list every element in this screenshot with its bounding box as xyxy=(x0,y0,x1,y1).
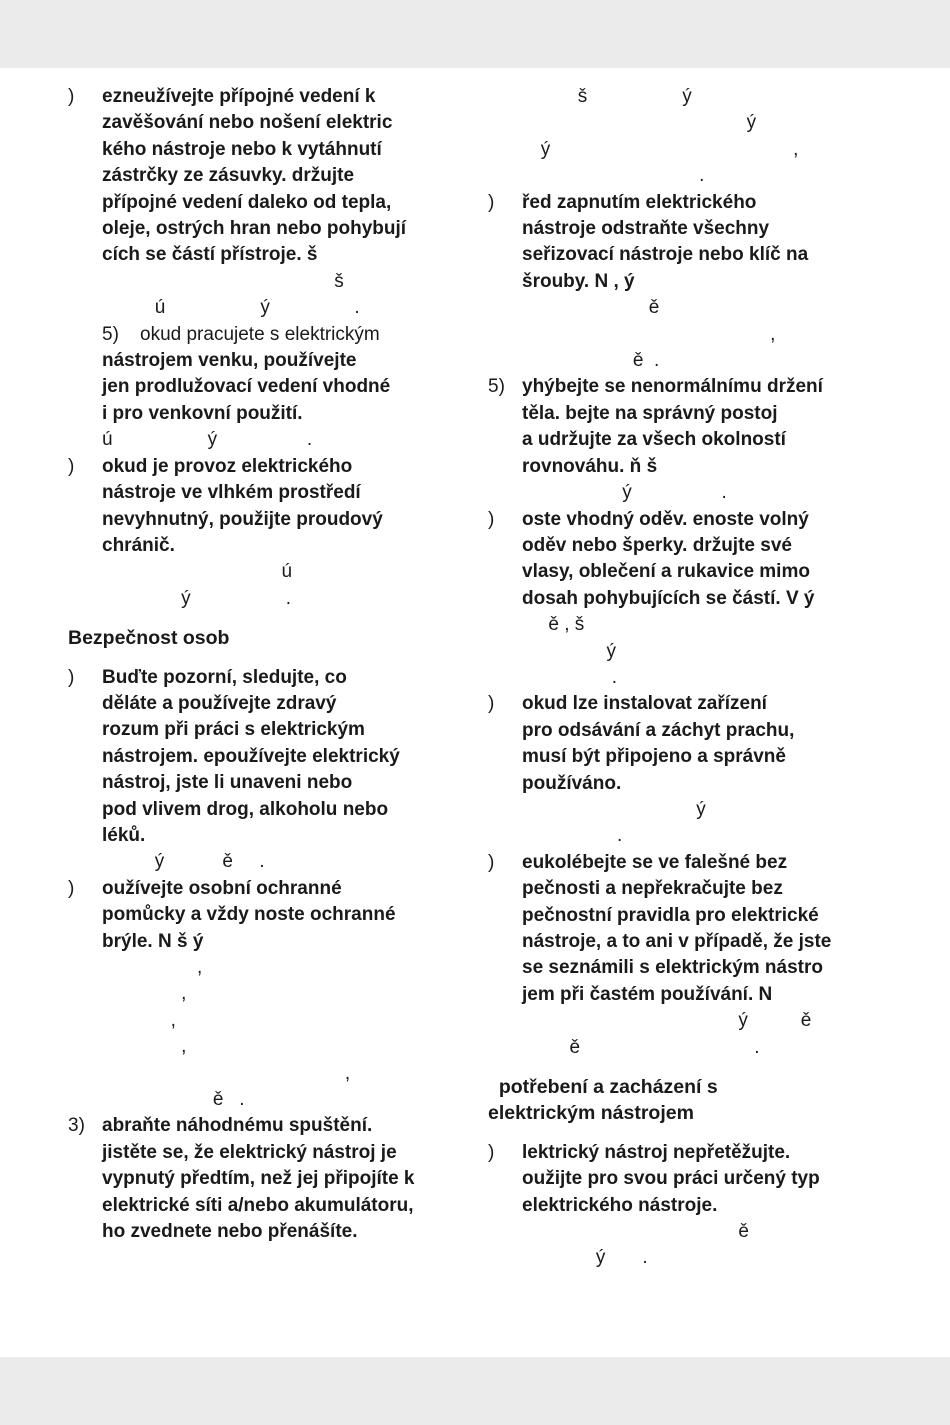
instruction-bold-line: oste vhodný oděv. enoste volný xyxy=(522,508,809,530)
item-marker: 3) xyxy=(68,1115,85,1137)
instruction-bold-line: i pro venkovní použití. xyxy=(102,402,303,424)
safety-instruction-item xyxy=(488,691,898,849)
instruction-bold-line: elektrického nástroje. xyxy=(522,1194,718,1216)
instruction-fragment-line: ě . xyxy=(102,1089,245,1111)
instruction-bold-line: dosah pohybujících se částí. V ý xyxy=(522,587,815,609)
instruction-bold-line: rovnováhu. ň š xyxy=(522,455,658,477)
item-marker: ) xyxy=(488,1141,495,1163)
instruction-bold-line: brýle. N š ý xyxy=(102,930,204,952)
instruction-bold-line: ho zvednete nebo přenášíte. xyxy=(102,1221,358,1243)
instruction-bold-line: nástroje, a to ani v případě, že jste xyxy=(522,931,832,952)
instruction-bold-line: pro odsávání a záchyt prachu, xyxy=(522,719,795,741)
instruction-bold-line: jem při častém používání. N xyxy=(522,983,773,1005)
instruction-fragment-line: 5) okud pracujete s elektrickým xyxy=(102,323,380,345)
instruction-fragment-line: ú ý . xyxy=(102,429,313,451)
safety-instruction-item xyxy=(68,454,478,612)
instruction-fragment-line: š xyxy=(102,270,344,292)
item-marker: ) xyxy=(488,191,495,213)
instruction-fragment-line: , xyxy=(102,983,187,1005)
instruction-fragment-line: ý . xyxy=(102,587,291,609)
instruction-bold-line: léků. xyxy=(102,824,146,846)
safety-instruction-item xyxy=(68,84,478,348)
safety-instruction-item xyxy=(68,348,478,454)
safety-instruction-item xyxy=(68,665,478,876)
instruction-bold-line: Buďte pozorní, sledujte, co xyxy=(102,666,347,688)
instruction-fragment-line: ú ý . xyxy=(102,297,360,319)
instruction-fragment-line: ý xyxy=(522,640,616,662)
item-marker: ) xyxy=(488,693,495,715)
instruction-bold-line: eukolébejte se ve falešné bez xyxy=(522,851,788,873)
instruction-bold-line: těla. bejte na správný postoj xyxy=(522,402,778,424)
safety-instruction-item xyxy=(68,876,478,1114)
instruction-bold-line: pomůcky a vždy noste ochranné xyxy=(102,904,396,926)
instruction-bold-line: oděv nebo šperky. držujte své xyxy=(522,534,792,556)
item-marker: ) xyxy=(488,851,495,873)
safety-instruction-item xyxy=(68,1113,478,1245)
bottom-margin-band xyxy=(0,1357,950,1425)
instruction-bold-line: chránič. xyxy=(102,534,175,556)
instruction-bold-line: pečnosti a nepřekračujte bez xyxy=(522,878,783,900)
instruction-fragment-line: ě xyxy=(522,297,660,319)
instruction-fragment-line: ě xyxy=(522,1221,749,1243)
instruction-bold-line: zástrčky ze zásuvky. držujte xyxy=(102,165,355,187)
instruction-bold-line: cích se částí přístroje. š xyxy=(102,244,318,266)
instruction-bold-line: okud je provoz elektrického xyxy=(102,455,353,477)
safety-instruction-item xyxy=(488,850,898,1061)
instruction-fragment-line: , xyxy=(102,1062,351,1084)
instruction-fragment-line: , xyxy=(102,957,203,978)
instruction-bold-line: nástrojem. epoužívejte elektrický xyxy=(102,745,400,767)
instruction-fragment-line: ý xyxy=(522,798,706,820)
instruction-bold-line: nástrojem venku, používejte xyxy=(102,350,357,372)
instruction-fragment-line: ý . xyxy=(522,482,727,504)
instruction-bold-line: seřizovací nástroje nebo klíč na xyxy=(522,244,809,266)
safety-instruction-item xyxy=(488,190,898,375)
item-marker: ) xyxy=(68,877,75,899)
instruction-fragment-line: ě . xyxy=(522,1036,760,1058)
instruction-fragment-line: , xyxy=(102,1009,176,1031)
item-marker: ) xyxy=(68,86,75,107)
top-margin-band xyxy=(0,0,950,68)
instruction-fragment-line: ú xyxy=(102,561,293,583)
instruction-bold-line: ezneužívejte přípojné vedení k xyxy=(102,86,376,107)
item-marker: 5) xyxy=(488,376,505,398)
instruction-bold-line: pečnostní pravidla pro elektrické xyxy=(522,904,819,926)
instruction-bold-line: elektrické síti a/nebo akumulátoru, xyxy=(102,1194,414,1216)
item-marker: ) xyxy=(488,508,495,530)
section-heading: potřebení a zacházení s xyxy=(488,1076,718,1099)
instruction-bold-line: jistěte se, že elektrický nástroj je xyxy=(102,1141,397,1163)
instruction-bold-line: musí být připojeno a správně xyxy=(522,746,786,768)
item-marker: ) xyxy=(68,666,75,688)
instruction-fragment-line: , xyxy=(102,1036,187,1058)
instruction-bold-line: abraňte náhodnému spuštění. xyxy=(102,1115,373,1137)
instruction-fragment-line: ý ě xyxy=(522,1010,812,1032)
safety-instruction-item xyxy=(488,1140,898,1272)
safety-instruction-item xyxy=(488,507,898,692)
instruction-bold-line: oleje, ostrých hran nebo pohybují xyxy=(102,218,407,240)
right-column xyxy=(488,84,898,1272)
instruction-fragment-line: ý ě . xyxy=(102,851,265,873)
instruction-bold-line: oužijte pro svou práci určený typ xyxy=(522,1168,820,1190)
instruction-bold-line: jen prodlužovací vedení vhodné xyxy=(102,376,391,398)
section-heading: elektrickým nástrojem xyxy=(488,1102,694,1125)
instruction-fragment-line: , xyxy=(522,323,776,345)
section-heading: Bezpečnost osob xyxy=(68,627,230,650)
safety-instruction-item xyxy=(488,374,898,506)
instruction-fragment-line: ý . xyxy=(522,1247,648,1269)
instruction-bold-line: kého nástroje nebo k vytáhnutí xyxy=(102,138,382,160)
instruction-fragment-line: . xyxy=(522,666,618,688)
item-marker: ) xyxy=(68,455,75,477)
instruction-bold-line: rozum při práci s elektrickým xyxy=(102,719,365,741)
instruction-bold-line: se seznámili s elektrickým nástro xyxy=(522,957,823,979)
instruction-bold-line: yhýbejte se nenormálnímu držení xyxy=(522,376,823,398)
instruction-bold-line: nástroje ve vlhkém prostředí xyxy=(102,482,361,504)
instruction-bold-line: a udržujte za všech okolností xyxy=(522,429,786,451)
instruction-bold-line: přípojné vedení daleko od tepla, xyxy=(102,191,392,213)
instruction-bold-line: nástroj, jste li unaveni nebo xyxy=(102,772,353,794)
instruction-bold-line: lektrický nástroj nepřetěžujte. xyxy=(522,1141,791,1163)
instruction-bold-line: nevyhnutný, použijte proudový xyxy=(102,508,383,530)
instruction-bold-line: vypnutý předtím, než jej připojíte k xyxy=(102,1168,415,1190)
instruction-bold-line: děláte a používejte zdravý xyxy=(102,692,337,714)
instruction-bold-line: zavěšování nebo nošení elektric xyxy=(102,112,393,134)
instruction-bold-line: používáno. xyxy=(522,772,622,794)
instruction-bold-line: okud lze instalovat zařízení xyxy=(522,693,767,715)
instruction-bold-line: šrouby. N , ý xyxy=(522,270,635,292)
instruction-bold-line: vlasy, oblečení a rukavice mimo xyxy=(522,561,810,583)
instruction-bold-line: oužívejte osobní ochranné xyxy=(102,877,342,899)
left-column xyxy=(68,84,478,1245)
continued-fragment-line: ý xyxy=(488,112,757,134)
instruction-bold-line: nástroje odstraňte všechny xyxy=(522,218,770,240)
continued-fragment-line: . xyxy=(488,165,705,187)
instruction-bold-line: pod vlivem drog, alkoholu nebo xyxy=(102,798,389,820)
instruction-fragment-line: ě , š xyxy=(522,614,585,636)
instruction-fragment-line: . xyxy=(522,825,623,847)
continued-fragment-line: ý , xyxy=(488,138,799,160)
instruction-bold-line: řed zapnutím elektrického xyxy=(522,191,757,213)
instruction-fragment-line: ě . xyxy=(522,350,660,372)
continued-fragment-line: š ý xyxy=(488,86,692,107)
